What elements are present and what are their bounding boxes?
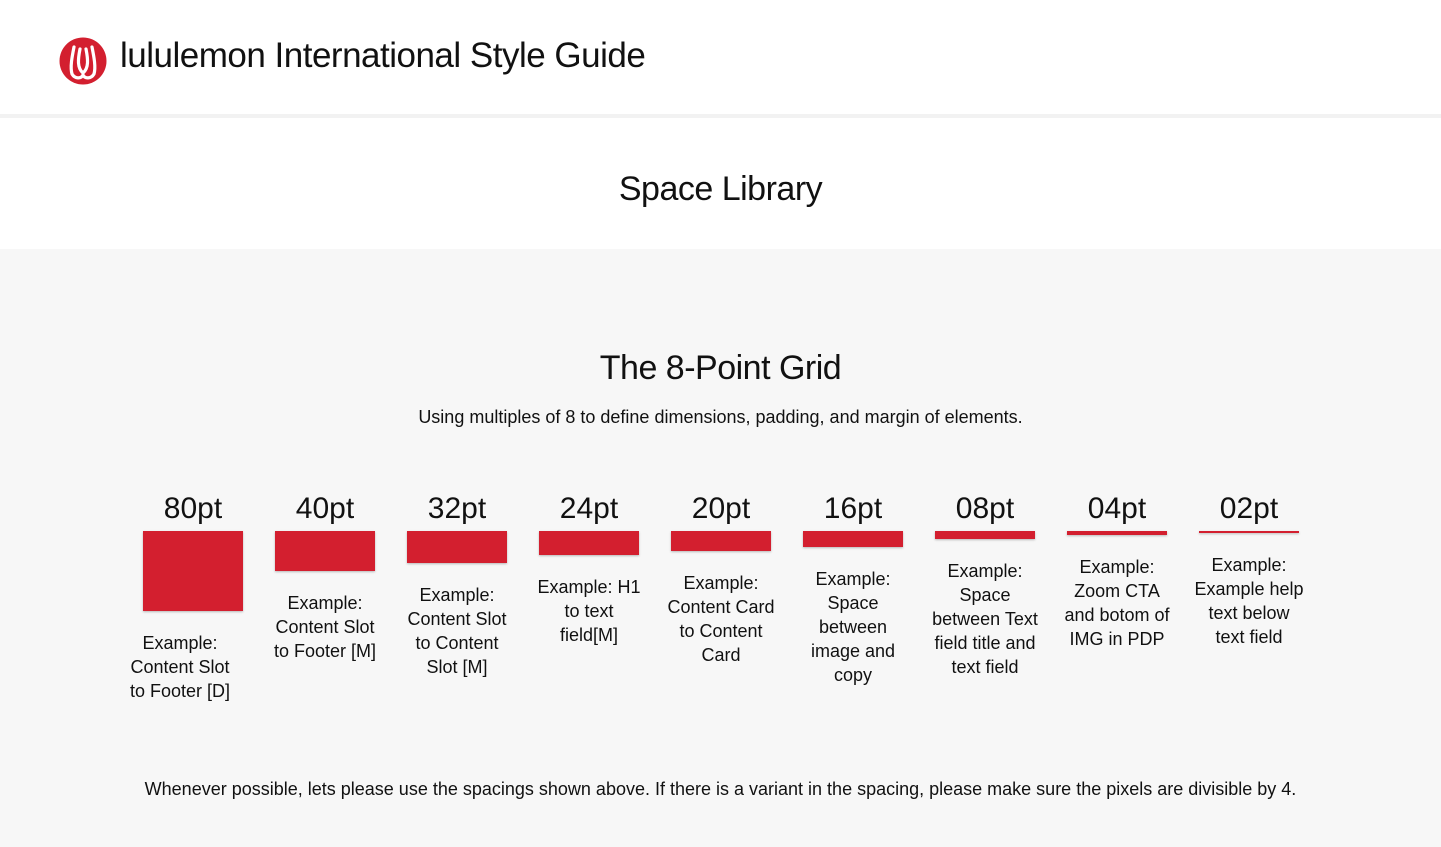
spacing-label: 08pt xyxy=(955,492,1015,525)
spacing-example-text: Example: H1 to text field[M] xyxy=(537,577,641,645)
spacing-example-text: Example: Content Slot to Footer [D] xyxy=(129,633,231,701)
spacing-swatch xyxy=(1067,531,1167,535)
section-subtitle: Using multiples of 8 to define dimensions, padding, and margin of elements. xyxy=(418,407,1023,427)
spacing-swatch xyxy=(275,531,375,571)
spacing-swatch xyxy=(1199,531,1299,533)
lululemon-logo-icon[interactable] xyxy=(59,37,107,85)
spacing-label: 80pt xyxy=(163,492,223,525)
page-title: Space Library xyxy=(618,170,823,208)
spacing-example-text: Example: Content Slot to Footer [M] xyxy=(273,593,377,661)
section-title: The 8-Point Grid xyxy=(599,349,842,387)
spacing-label: 20pt xyxy=(691,492,751,525)
spacing-example-text: Example: Space between Text field title and text field xyxy=(932,561,1038,677)
spacing-label: 16pt xyxy=(823,492,883,525)
spacing-example-text: Example: Content Slot to Content Slot [M] xyxy=(407,585,507,677)
spacing-swatch xyxy=(407,531,507,563)
spacing-label: 02pt xyxy=(1219,492,1279,525)
eight-point-grid-section xyxy=(0,249,1441,847)
spacing-swatch xyxy=(671,531,771,551)
spacing-example-text: Example: Zoom CTA and botom of IMG in PDP xyxy=(1064,557,1170,649)
spacing-label: 04pt xyxy=(1087,492,1147,525)
footnote: Whenever possible, lets please use the spacings shown above. If there is a variant in the spacing, please make sure the pixels are divisible by 4. xyxy=(144,779,1297,799)
spacing-example-text: Example: Content Card to Content Card xyxy=(667,573,775,665)
spacing-example-text: Example: Example help text below text field xyxy=(1194,555,1304,647)
spacing-swatch xyxy=(539,531,639,555)
spacing-swatch xyxy=(143,531,243,611)
spacing-label: 24pt xyxy=(559,492,619,525)
brand-title[interactable]: lululemon International Style Guide xyxy=(120,36,646,75)
spacing-swatch xyxy=(935,531,1035,539)
spacing-label: 32pt xyxy=(427,492,487,525)
spacing-example-text: Example: Space between image and copy xyxy=(810,569,896,685)
spacing-label: 40pt xyxy=(295,492,355,525)
spacing-swatch xyxy=(803,531,903,547)
header xyxy=(0,0,1441,118)
